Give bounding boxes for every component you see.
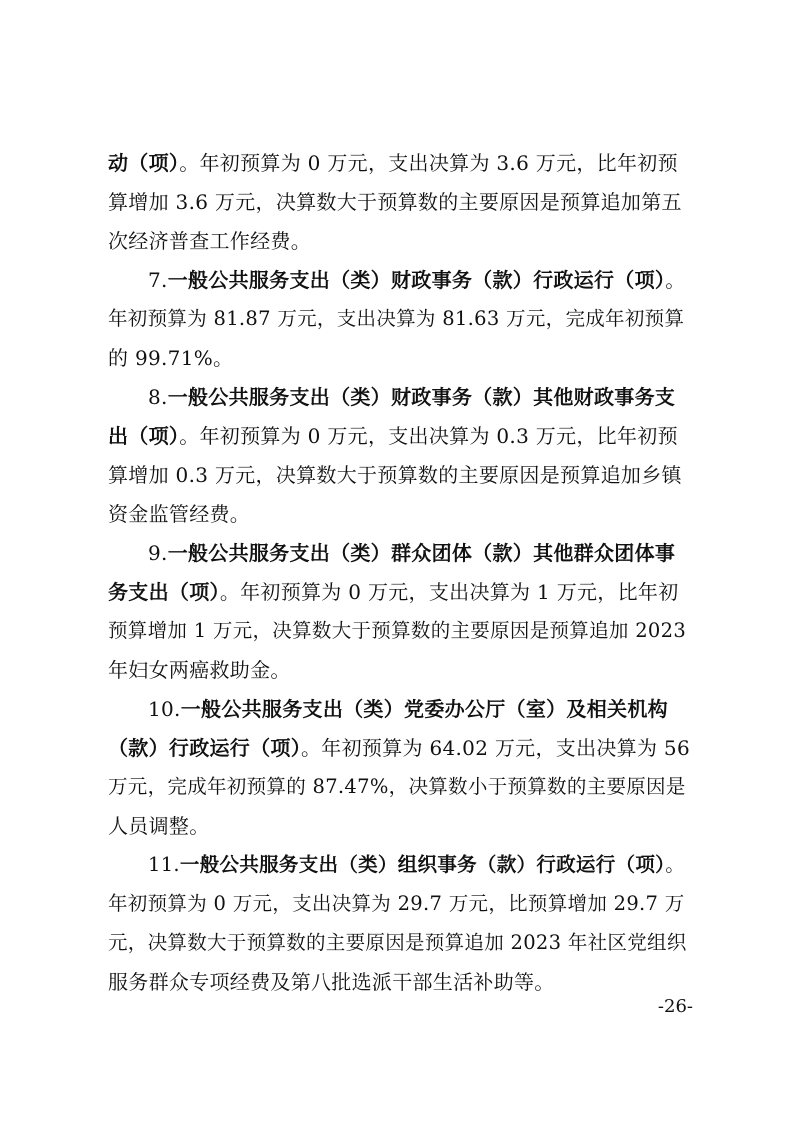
- paragraph-9-line-2: [108, 579, 692, 605]
- item-number: 7.: [148, 268, 168, 292]
- item-number: 11.: [148, 853, 180, 876]
- paragraph-11-line-2: 年初预算为 0 万元，支出决算为 29.7 万元，比预算增加 29.7 万: [108, 892, 685, 915]
- item-heading: 一般公共服务支出（类）组织事务（款）行政运行（项）: [179, 853, 666, 876]
- paragraph-7-line-3: 的 99.71%。: [108, 346, 234, 370]
- body-text: 。年初预算为 0 万元，支出决算为 1 万元，比年初: [219, 580, 679, 604]
- paragraph-11-line-1: [148, 852, 692, 878]
- item-heading: 出（项）: [108, 424, 180, 448]
- page-number: -26-: [657, 996, 693, 1017]
- paragraph-8-line-2: [108, 423, 692, 449]
- paragraph-9-line-3: 预算增加 1 万元，决算数大于预算数的主要原因是预算追加 2023: [108, 619, 687, 642]
- item-heading: 动（项）: [108, 151, 180, 175]
- paragraph-8-line-3: 算增加 0.3 万元，决算数大于预算数的主要原因是预算追加乡镇: [108, 463, 682, 487]
- paragraph-7-line-2: 年初预算为 81.87 万元，支出决算为 81.63 万元，完成年初预算: [108, 307, 685, 330]
- item-heading: 一般公共服务支出（类）财政事务（款）行政运行（项）: [167, 268, 666, 292]
- paragraph-10-line-2: [108, 735, 692, 761]
- paragraph-11-line-3: 元，决算数大于预算数的主要原因是预算追加 2023 年社区党组织: [108, 931, 687, 954]
- paragraph-8-line-1: [148, 384, 692, 410]
- paragraph-10-line-3: 万元，完成年初预算的 87.47%，决算数小于预算数的主要原因是: [108, 775, 686, 798]
- paragraph-10-line-4: 人员调整。: [108, 814, 210, 838]
- paragraph-9-line-4: 年妇女两癌救助金。: [108, 658, 291, 682]
- body-text: 。: [665, 853, 685, 876]
- paragraph-8-line-4: 资金监管经费。: [108, 502, 251, 526]
- paragraph-6-line-1: [108, 150, 692, 176]
- paragraph-9-line-1: [148, 540, 692, 566]
- item-heading: 一般公共服务支出（类）财政事务（款）其他财政事务支: [167, 385, 676, 409]
- paragraph-11-line-4: 服务群众专项经费及第八批选派干部生活补助等。: [108, 970, 555, 994]
- item-heading: 一般公共服务支出（类）群众团体（款）其他群众团体事: [167, 541, 676, 565]
- item-heading: 务支出（项）: [108, 580, 220, 604]
- item-number: 10.: [148, 697, 181, 721]
- paragraph-7-line-1: [148, 267, 692, 293]
- paragraph-6-line-3: 次经济普查工作经费。: [108, 229, 311, 253]
- body-text: 。年初预算为 0 万元，支出决算为 3.6 万元，比年初预: [179, 151, 678, 175]
- item-heading: （款）行政运行（项）: [108, 736, 301, 760]
- body-text: 。: [665, 268, 686, 292]
- body-text: 。年初预算为 0 万元，支出决算为 0.3 万元，比年初预: [179, 424, 678, 448]
- paragraph-6-line-2: 算增加 3.6 万元，决算数大于预算数的主要原因是预算追加第五: [108, 190, 682, 214]
- item-number: 8.: [148, 385, 168, 409]
- body-text: 。年初预算为 64.02 万元，支出决算为 56: [301, 736, 690, 760]
- item-heading: 一般公共服务支出（类）党委办公厅（室）及相关机构: [180, 697, 668, 721]
- paragraph-10-line-1: [148, 696, 692, 722]
- item-number: 9.: [148, 541, 168, 565]
